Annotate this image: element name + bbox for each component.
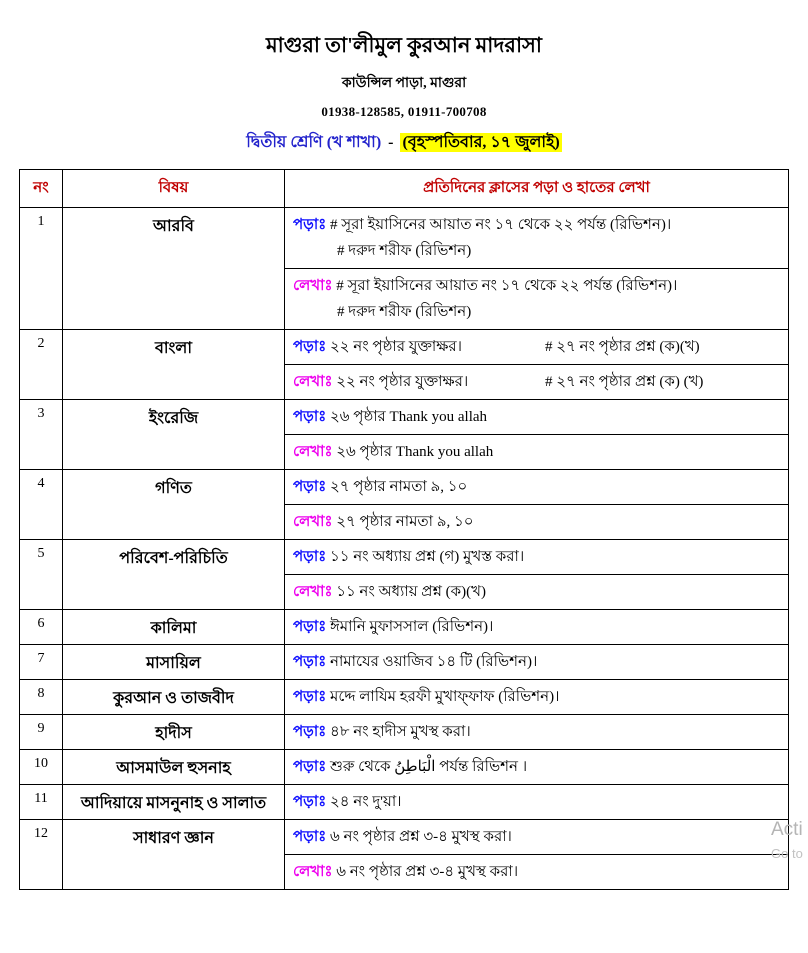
subject-name: হাদীস — [63, 715, 285, 750]
lesson-cell — [285, 820, 789, 855]
row-number: 11 — [20, 785, 63, 820]
pora-label: পড়াঃ — [293, 689, 327, 705]
subject-name: আসমাউল হুসনাহ — [63, 750, 285, 785]
row-number: 3 — [20, 400, 63, 470]
activate-windows-watermark — [771, 819, 803, 862]
watermark-line2: Go to — [771, 846, 803, 861]
lesson-text: মদ্দে লাযিম হরফী মুখাফ্ফাফ (রিভিশন)। — [330, 689, 560, 705]
subject-name: আরবি — [63, 208, 285, 330]
madrasa-address: কাউন্সিল পাড়া, মাগুরা — [341, 76, 467, 91]
lesson-line — [293, 754, 780, 780]
lesson-text: নামাযের ওয়াজিব ১৪ টি (রিভিশন)। — [330, 654, 538, 670]
lesson-line — [293, 212, 780, 238]
lesson-cell — [285, 269, 789, 330]
column-header-subject: বিষয় — [63, 170, 285, 208]
lesson-line — [293, 579, 780, 605]
lesson-text: # দরুদ শরীফ (রিভিশন) — [337, 304, 472, 320]
column-header-lessons: প্রতিদিনের ক্লাসের পড়া ও হাতের লেখা — [285, 170, 789, 208]
pora-label: পড়াঃ — [293, 654, 327, 670]
lesson-line — [293, 404, 780, 430]
lesson-cell — [285, 855, 789, 890]
lesson-line — [293, 334, 780, 360]
lesson-line — [293, 789, 780, 815]
lesson-cell — [285, 715, 789, 750]
lesson-cell — [285, 645, 789, 680]
subject-name: পরিবেশ-পরিচিতি — [63, 540, 285, 610]
subject-name: কালিমা — [63, 610, 285, 645]
row-number: 12 — [20, 820, 63, 890]
table-row — [20, 540, 789, 575]
lesson-text: ২৬ পৃষ্ঠার Thank you allah — [336, 444, 494, 460]
pora-label: পড়াঃ — [293, 829, 327, 845]
column-header-number: নং — [20, 170, 63, 208]
lesson-cell — [285, 540, 789, 575]
lesson-cell — [285, 610, 789, 645]
date-highlight: (বৃহস্পতিবার, ১৭ জুলাই) — [402, 134, 560, 151]
table-row — [20, 715, 789, 750]
lesson-text: ১১ নং অধ্যায় প্রশ্ন (ক)(খ) — [336, 584, 486, 600]
lesson-line — [293, 273, 780, 299]
lesson-cell — [285, 575, 789, 610]
row-number: 2 — [20, 330, 63, 400]
lesson-text: ১১ নং অধ্যায় প্রশ্ন (গ) মুখস্ত করা। — [330, 549, 525, 565]
pora-label: পড়াঃ — [293, 549, 327, 565]
subject-name: মাসায়িল — [63, 645, 285, 680]
lesson-cell — [285, 785, 789, 820]
subject-name: আদিয়ায়ে মাসনুনাহ ও সালাত — [63, 785, 285, 820]
pora-label: পড়াঃ — [293, 724, 327, 740]
pora-label: পড়াঃ — [293, 794, 327, 810]
subject-name: গণিত — [63, 470, 285, 540]
pora-label: পড়াঃ — [293, 759, 327, 775]
lesson-line — [293, 544, 780, 570]
row-number: 9 — [20, 715, 63, 750]
lesson-cell — [285, 208, 789, 269]
table-row — [20, 208, 789, 269]
lesson-text: ২৬ পৃষ্ঠার Thank you allah — [330, 409, 488, 425]
lesson-text: ২২ নং পৃষ্ঠার যুক্তাক্ষর। — [330, 339, 463, 355]
row-number: 8 — [20, 680, 63, 715]
table-row — [20, 785, 789, 820]
lesson-cell — [285, 750, 789, 785]
lesson-text: # দরুদ শরীফ (রিভিশন) — [337, 243, 472, 259]
lesson-text: ৬ নং পৃষ্ঠার প্রশ্ন ৩-৪ মুখস্থ করা। — [330, 829, 512, 845]
document-header — [0, 0, 808, 156]
lekha-label: লেখাঃ — [293, 374, 333, 390]
pora-label: পড়াঃ — [293, 217, 327, 233]
lesson-text: ২৭ পৃষ্ঠার নামতা ৯, ১০ — [336, 514, 474, 530]
lesson-line — [293, 299, 780, 325]
pora-label: পড়াঃ — [293, 339, 327, 355]
table-row — [20, 400, 789, 435]
pora-label: পড়াঃ — [293, 409, 327, 425]
lesson-line — [293, 684, 780, 710]
subject-name: বাংলা — [63, 330, 285, 400]
lesson-text: ২২ নং পৃষ্ঠার যুক্তাক্ষর। — [336, 374, 469, 390]
row-number: 10 — [20, 750, 63, 785]
lesson-cell — [285, 470, 789, 505]
row-number: 1 — [20, 208, 63, 330]
lesson-text: ২৭ পৃষ্ঠার নামতা ৯, ১০ — [330, 479, 468, 495]
lesson-cell — [285, 680, 789, 715]
pora-label: পড়াঃ — [293, 619, 327, 635]
lesson-cell — [285, 505, 789, 540]
pora-label: পড়াঃ — [293, 479, 327, 495]
phone-numbers: 01938-128585, 01911-700708 — [321, 104, 487, 119]
row-number: 6 — [20, 610, 63, 645]
lesson-text: ঈমানি মুফাসসাল (রিভিশন)। — [330, 619, 494, 635]
lesson-line — [293, 824, 780, 850]
lesson-text: ২৪ নং দু'য়া। — [330, 794, 402, 810]
lesson-line — [293, 614, 780, 640]
lekha-label: লেখাঃ — [293, 584, 333, 600]
lesson-line — [293, 369, 780, 395]
lesson-text: শুরু থেকে الْبَاطِنُ পর্যন্ত রিভিশন । — [330, 759, 528, 775]
watermark-line1: Acti — [771, 819, 803, 840]
lesson-line — [293, 859, 780, 885]
lekha-label: লেখাঃ — [293, 278, 333, 294]
subject-name: কুরআন ও তাজবীদ — [63, 680, 285, 715]
table-row — [20, 750, 789, 785]
row-number: 5 — [20, 540, 63, 610]
lesson-line — [293, 238, 780, 264]
table-row — [20, 610, 789, 645]
lekha-label: লেখাঃ — [293, 864, 333, 880]
table-row — [20, 645, 789, 680]
lesson-line — [293, 439, 780, 465]
table-row — [20, 470, 789, 505]
lesson-cell — [285, 365, 789, 400]
table-row — [20, 330, 789, 365]
row-number: 4 — [20, 470, 63, 540]
lesson-text: ৬ নং পৃষ্ঠার প্রশ্ন ৩-৪ মুখস্থ করা। — [336, 864, 519, 880]
madrasa-title: মাগুরা তা'লীমুল কুরআন মাদরাসা — [265, 33, 543, 57]
lekha-label: লেখাঃ — [293, 514, 333, 530]
lesson-line — [293, 509, 780, 535]
homework-table — [19, 169, 789, 890]
lesson-line — [293, 719, 780, 745]
lekha-label: লেখাঃ — [293, 444, 333, 460]
lesson-line — [293, 474, 780, 500]
lesson-line — [293, 649, 780, 675]
lesson-cell — [285, 330, 789, 365]
lesson-text: # সূরা ইয়াসিনের আয়াত নং ১৭ থেকে ২২ পর্যন্ত (রিভিশন)। — [330, 217, 672, 233]
table-row — [20, 820, 789, 855]
class-name: দ্বিতীয় শ্রেণি (খ শাখা) — [246, 134, 382, 151]
lesson-cell — [285, 400, 789, 435]
lesson-text-right: # ২৭ নং পৃষ্ঠার প্রশ্ন (ক)(খ) — [545, 339, 700, 355]
subject-name: সাধারণ জ্ঞান — [63, 820, 285, 890]
lesson-text: # সূরা ইয়াসিনের আয়াত নং ১৭ থেকে ২২ পর্যন্ত (রিভিশন)। — [336, 278, 678, 294]
lesson-text: ৪৮ নং হাদীস মুখস্থ করা। — [330, 724, 471, 740]
table-row — [20, 680, 789, 715]
row-number: 7 — [20, 645, 63, 680]
lesson-cell — [285, 435, 789, 470]
subject-name: ইংরেজি — [63, 400, 285, 470]
class-date-line — [0, 129, 808, 156]
lesson-text-right: # ২৭ নং পৃষ্ঠার প্রশ্ন (ক) (খ) — [545, 374, 704, 390]
separator-dash: - — [388, 134, 394, 151]
table-header-row — [20, 170, 789, 208]
